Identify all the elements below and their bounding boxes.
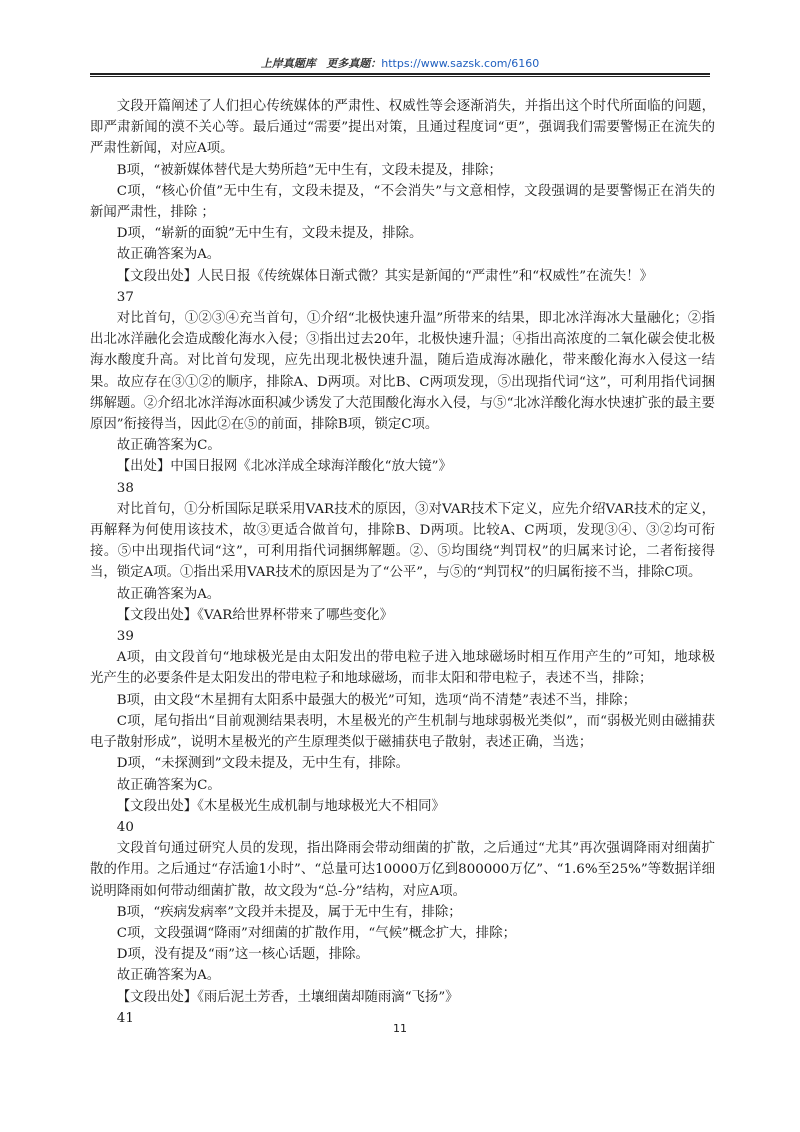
header-more-label: 更多真题： [326, 57, 382, 70]
paragraph: 41 [116, 1010, 134, 1026]
paragraph: 文段首句通过研究人员的发现，指出降雨会带动细菌的扩散，之后通过“尤其”再次强调降雨对细菌扩散的作用。之后通过“存活逾1小时”、“总量可达10000万亿到800000万亿”、“1.6%至25%”等数据详细说明降雨如何带动细菌扩散，故文段为“总-分”结构，对应A项。 [90, 841, 715, 899]
paragraph: 38 [116, 480, 134, 496]
page-header [90, 55, 710, 71]
paragraph: 【出处】中国日报网《北冰洋成全球海洋酸化“放大镜”》 [116, 459, 452, 475]
paragraph: 故正确答案为C。 [116, 777, 221, 793]
paragraph: 故正确答案为A。 [116, 968, 221, 984]
paragraph: 文段开篇阐述了人们担心传统媒体的严肃性、权威性等会逐渐消失，并指出这个时代所面临的问题，即严肃新闻的漠不关心等。最后通过“需要”提出对策，且通过程度词“更”，强调我们需要警惕正在流失的严肃性新闻，对应A项。 [90, 99, 715, 157]
header-rule-thin [90, 76, 710, 77]
header-brand: 上岸真题库 [260, 57, 316, 70]
paragraph: 故正确答案为A。 [116, 586, 221, 602]
paragraph: 【文段出处】《VAR给世界杯带来了哪些变化》 [116, 607, 394, 623]
paragraph: 37 [116, 289, 134, 305]
paragraph: C项，尾句指出“目前观测结果表明，木星极光的产生机制与地球弱极光类似”，而“弱极光则由磁捕获电子散射形成”，说明木星极光的产生原理类似于磁捕获电子散射，表述正确，当选； [90, 713, 715, 751]
paragraph: D项，没有提及“雨”这一核心话题，排除。 [116, 947, 369, 963]
paragraph: 故正确答案为C。 [116, 438, 221, 454]
paragraph: B项，由文段“木星拥有太阳系中最强大的极光”可知，选项“尚不清楚”表述不当，排除； [116, 692, 637, 708]
paragraph: B项，“被新媒体替代是大势所趋”无中生有，文段未提及，排除； [116, 162, 502, 178]
paragraph: 对比首句，①分析国际足联采用VAR技术的原因，③对VAR技术下定义，应先介绍VAR技术的定义，再解释为何使用该技术，故③更适合做首句，排除B、D两项。比较A、C两项，发现③④、③②均可衔接。⑤中出现指代词“这”，可利用指代词捆绑解题。②、⑤均围绕“判罚权”的归属来讨论，二者衔接得当，锁定A项。①指出采用VAR技术的原因是为了“公平”，与⑤的“判罚权”的归属衔接不当，排除C项。 [90, 501, 715, 581]
paragraph: 40 [116, 819, 134, 835]
paragraph: A项，由文段首句“地球极光是由太阳发出的带电粒子进入地球磁场时相互作用产生的”可知，地球极光产生的必要条件是太阳发出的带电粒子和地球磁场，而非太阳和带电粒子，表述不当，排除； [90, 650, 715, 687]
paragraph: C项，文段强调“降雨”对细菌的扩散作用，“气候”概念扩大，排除； [116, 925, 516, 941]
paragraph: 【文段出处】人民日报《传统媒体日渐式微？其实是新闻的“严肃性”和“权威性”在流失！》 [116, 268, 654, 284]
paragraph: 39 [116, 629, 134, 645]
paragraph: 对比首句，①②③④充当首句，①介绍“北极快速升温”所带来的结果，即北冰洋海冰大量融化；②指出北冰洋融化会造成酸化海水入侵；③指出过去20年，北极快速升温；④指出高浓度的二氧化碳会使北极海水酸度升高。对比首句发现，应先出现北极快速升温，随后造成海冰融化，带来酸化海水入侵这一结果。故应存在③①②的顺序，排除A、D两项。对比B、C两项发现，⑤出现指代词“这”，可利用指代词捆绑解题。②介绍北冰洋海冰面积减少诱发了大范围酸化海水入侵，与⑤“北冰洋酸化海水快速扩张的最主要原因”衔接得当，因此②在⑤的前面，排除B项，锁定C项。 [90, 311, 715, 433]
paragraph: D项，“崭新的面貌”无中生有，文段未提及，排除。 [116, 226, 423, 242]
paragraph: D项，“未探测到”文段未提及，无中生有，排除。 [116, 756, 410, 772]
header-rule [90, 73, 710, 75]
page-footer [0, 1022, 800, 1035]
paragraph: 故正确答案为A。 [116, 247, 221, 263]
paragraph: 【文段出处】《木星极光生成机制与地球极光大不相同》 [116, 798, 445, 814]
paragraph: B项，“疾病发病率”文段并未提及，属于无中生有，排除； [116, 904, 462, 920]
paragraph: C项，“核心价值”无中生有，文段未提及，“不会消失”与文意相悖，文段强调的是要警惕正在消失的新闻严肃性，排除 ； [90, 183, 715, 221]
header-url-link[interactable]: https://www.sazsk.com/6160 [381, 57, 540, 70]
paragraph: 【文段出处】《雨后泥土芳香，土壤细菌却随雨滴“飞扬”》 [116, 989, 459, 1005]
document-body [90, 96, 715, 1029]
page-number: 11 [393, 1022, 407, 1035]
